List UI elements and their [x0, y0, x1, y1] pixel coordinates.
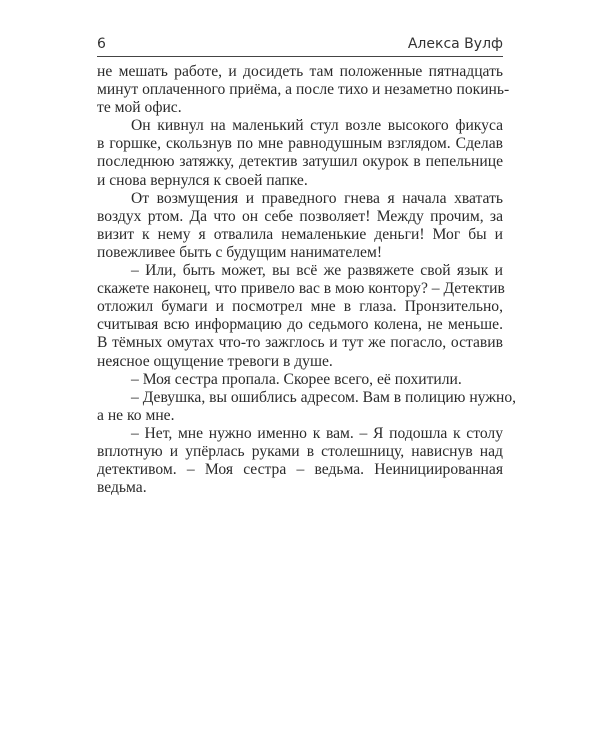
page-body-text: [97, 63, 517, 497]
paragraph: [97, 371, 503, 389]
text-line: – Или, быть может, вы всё же развяжете свой язык и: [131, 262, 503, 280]
paragraph: [97, 425, 503, 497]
paragraph: [97, 262, 503, 371]
text-line: От возмущения и праведного гнева я начала хватать: [131, 189, 503, 207]
text-line: минут оплаченного приёма, а после тихо и незаметно покинь-: [97, 81, 510, 99]
page-header: [97, 36, 503, 57]
page-number: 6: [97, 36, 106, 52]
text-line: последнюю затяжку, детектив затушил окурок в пепельнице: [97, 153, 503, 171]
text-line: не мешать работе, и досидеть там положенные пятнадцать: [97, 63, 503, 80]
text-line: и снова вернулся к своей папке.: [97, 171, 308, 189]
paragraph: [97, 63, 510, 117]
paragraph: [97, 190, 503, 262]
text-line: визит к нему я отвалила немаленькие деньги! Мог бы и: [97, 225, 503, 243]
paragraph: [97, 117, 503, 189]
text-line: детективом. – Моя сестра – ведьма. Неинициированная: [97, 461, 503, 479]
text-line: ведьма.: [97, 479, 147, 497]
paragraph: [97, 388, 517, 425]
text-line: Он кивнул на маленький стул возле высокого фикуса: [131, 117, 503, 135]
text-line: отложил бумаги и посмотрел мне в глаза. Пронзительно,: [97, 298, 503, 316]
text-line: повежливее быть с будущим нанимателем!: [97, 243, 383, 261]
text-line: в горшке, скользнув по мне равнодушным взглядом. Сделав: [97, 135, 503, 153]
text-line: скажете наконец, что привело вас в мою контору? – Детектив: [97, 280, 505, 298]
text-line: – Моя сестра пропала. Скорее всего, её похитили.: [131, 370, 462, 388]
text-line: В тёмных омутах что-то зажглось и тут же погасло, оставив: [97, 334, 503, 352]
running-title: Алекса Вулф: [407, 36, 503, 52]
text-line: – Нет, мне нужно именно к вам. – Я подошла к столу: [131, 424, 503, 442]
text-line: воздух ртом. Да что он себе позволяет! Между прочим, за: [97, 207, 503, 225]
text-line: считывая всю информацию до седьмого колена, не меньше.: [97, 316, 503, 334]
text-line: те мой офис.: [97, 99, 182, 117]
text-line: – Девушка, вы ошиблись адресом. Вам в полицию нужно,: [131, 388, 517, 406]
text-line: неясное ощущение тревоги в душе.: [97, 352, 333, 370]
text-line: вплотную и упёрлась руками в столешницу, нависнув над: [97, 442, 503, 460]
text-line: а не ко мне.: [97, 406, 175, 424]
